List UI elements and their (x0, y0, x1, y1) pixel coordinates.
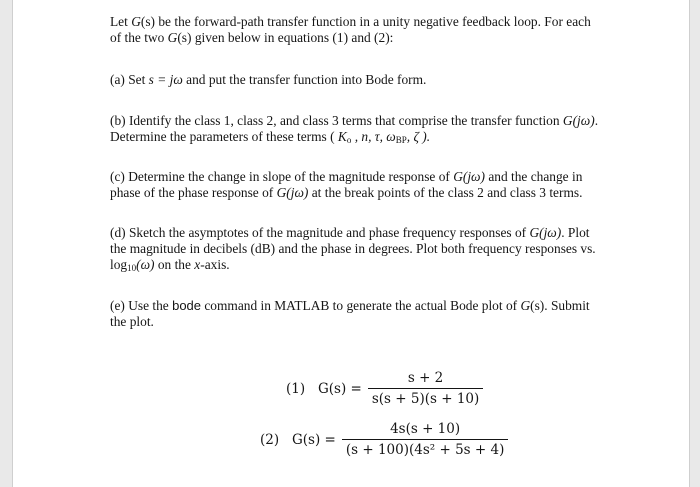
g-symbol: G (131, 14, 141, 29)
params-text: , n, τ, ω (351, 129, 396, 144)
equation-1 (286, 370, 483, 407)
omega-arg: (ω) (136, 257, 155, 272)
equation-2-lhs (260, 432, 336, 448)
log-text: log (110, 257, 128, 272)
part-c-text: phase of the phase response of (110, 185, 277, 200)
equation-2-numerator: 4s(s + 10) (390, 421, 461, 437)
jw-arg: (jω) (572, 113, 595, 128)
equation-2-fraction (342, 421, 508, 458)
g-symbol: G (167, 30, 178, 45)
intro-paragraph (110, 14, 610, 46)
part-e-text: . Submit (544, 298, 590, 313)
intro-text: be the forward-path transfer function in a unity negative feedback loop. For each (155, 14, 591, 29)
part-b-text: . (594, 113, 599, 128)
s-equals-jw: s = jω (148, 72, 183, 87)
document-page (12, 0, 690, 487)
k-subscript: o (346, 135, 352, 145)
log-subscript: 10 (127, 263, 137, 273)
zeta-text: , ζ ). (406, 129, 431, 144)
part-a (110, 72, 610, 88)
part-e-text: the plot. (110, 314, 154, 329)
x-symbol: x (194, 257, 201, 272)
part-b-text: (b) Identify the class 1, class 2, and class 3 terms that comprise the transfer function (110, 113, 563, 128)
intro-text: Let (110, 14, 132, 29)
s-arg: (s) (177, 30, 192, 45)
part-e (110, 298, 610, 330)
g-symbol: G (453, 169, 463, 184)
part-d-text: (d) Sketch the asymptotes of the magnitude and phase frequency responses of (110, 225, 530, 240)
k-symbol: K (337, 129, 347, 144)
jw-arg: (jω) (462, 169, 485, 184)
equation-1-denominator: s(s + 5)(s + 10) (368, 388, 483, 407)
bode-command: bode (172, 298, 202, 313)
g-symbol: G (276, 185, 287, 200)
part-a-text: and put the transfer function into Bode form. (182, 72, 427, 87)
g-symbol: G (529, 225, 540, 240)
equation-2-denominator: (s + 100)(4s² + 5s + 4) (342, 439, 508, 458)
g-symbol: G (562, 113, 573, 128)
part-a-label: (a) Set (110, 72, 149, 87)
part-e-text: (e) Use the (110, 298, 173, 313)
part-b-text: Determine the parameters of these terms ( (110, 129, 338, 144)
s-arg: (s) (140, 14, 156, 29)
equation-1-numerator: s + 2 (407, 370, 444, 386)
part-d (110, 225, 610, 276)
equation-2-number: (2) (260, 431, 280, 448)
equation-1-lhs (286, 381, 362, 397)
equation-2-g: G(s) = (292, 431, 336, 448)
part-c-text: at the break points of the class 2 and class 3 terms. (308, 185, 583, 200)
part-c (110, 169, 610, 201)
jw-arg: (jω) (286, 185, 309, 200)
intro-text: given below in equations (1) and (2): (191, 30, 394, 45)
g-symbol: G (520, 298, 531, 313)
part-e-text: command in MATLAB to generate the actual Bode plot of (201, 298, 521, 313)
part-c-text: (c) Determine the change in slope of the magnitude response of (110, 169, 454, 184)
part-d-text: on the (154, 257, 195, 272)
equation-1-g: G(s) = (318, 380, 362, 397)
part-d-text: . Plot (561, 225, 590, 240)
part-d-text: the magnitude in decibels (dB) and the phase in degrees. Plot both frequency responses vs. (110, 241, 596, 256)
part-b (110, 113, 610, 148)
jw-arg: (jω) (539, 225, 562, 240)
equation-1-number: (1) (286, 380, 306, 397)
part-d-text: -axis. (200, 257, 230, 272)
s-arg: (s) (530, 298, 545, 313)
intro-text: of the two (110, 30, 168, 45)
part-c-text: and the change in (484, 169, 583, 184)
equation-1-fraction (368, 370, 483, 407)
equation-2 (260, 421, 508, 458)
w-subscript: BP (395, 135, 407, 145)
